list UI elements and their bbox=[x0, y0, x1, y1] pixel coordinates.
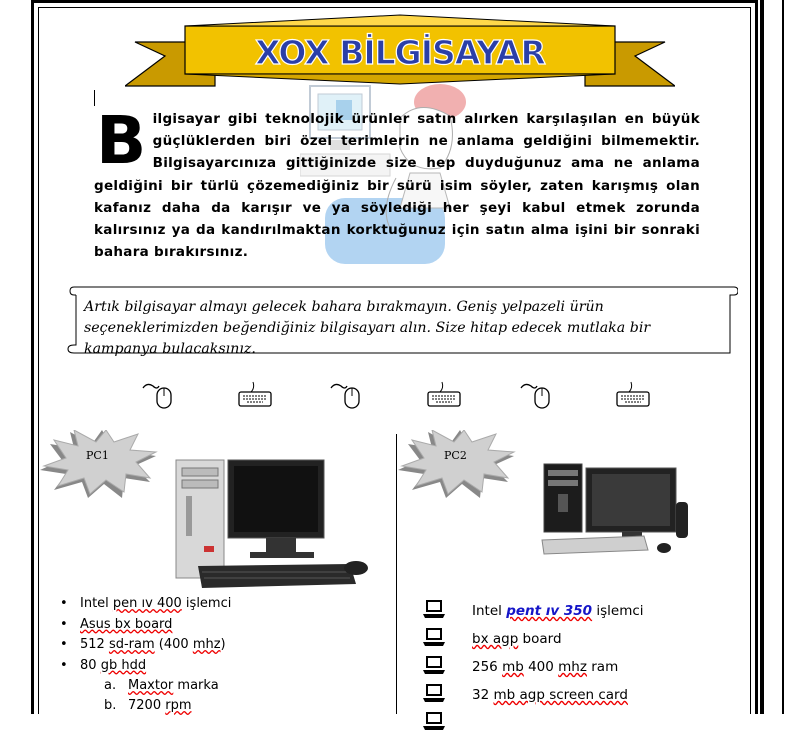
mouse-icon bbox=[329, 380, 363, 410]
pc2-label: PC2 bbox=[444, 449, 467, 462]
promo-text: Artık bilgisayar almayı gelecek bahara bırakmayın. Geniş yelpazeli ürün seçeneklerimizden beğendiğiniz bilgisayarı alın. Size hitap edecek mutlaka bir kampanya bulacaksınız. bbox=[84, 299, 651, 357]
pc2-starburst bbox=[398, 430, 516, 500]
pc2-spec-list bbox=[420, 597, 644, 737]
pc2-computer-image bbox=[538, 460, 698, 564]
laptop-icon bbox=[422, 711, 446, 741]
keyboard-icon bbox=[237, 380, 273, 410]
list-item bbox=[420, 709, 644, 737]
mouse-icon bbox=[141, 380, 175, 410]
sub-list-item: b. 7200 rpm bbox=[104, 698, 192, 713]
list-item: • 80 gb hdd bbox=[56, 656, 231, 677]
keyboard-icon bbox=[615, 380, 651, 410]
drop-cap: B bbox=[96, 102, 147, 179]
pc1-computer-image bbox=[172, 456, 374, 596]
list-item: 32 mb agp screen card bbox=[420, 681, 644, 709]
banner-title: XOX BİLGİSAYAR bbox=[255, 33, 545, 72]
list-item: 256 mb 400 mhz ram bbox=[420, 653, 644, 681]
sub-list-item: a. Maxtor marka bbox=[104, 678, 219, 693]
column-divider bbox=[396, 434, 397, 714]
pc1-spec-list bbox=[56, 594, 231, 716]
mouse-icon bbox=[519, 380, 553, 410]
list-item: • Asus bx board bbox=[56, 615, 231, 636]
keyboard-icon bbox=[426, 380, 462, 410]
text-cursor bbox=[94, 90, 95, 106]
page-shadow-line bbox=[782, 0, 784, 714]
list-item: • Intel pen ıv 400 işlemci bbox=[56, 594, 231, 615]
list-item: • 512 sd-ram (400 mhz) bbox=[56, 635, 231, 656]
list-item: Intel pent ıv 350 işlemci bbox=[420, 597, 644, 625]
pc1-starburst bbox=[40, 430, 158, 500]
pc1-label: PC1 bbox=[86, 449, 109, 462]
list-item: bx agp board bbox=[420, 625, 644, 653]
intro-paragraph bbox=[94, 102, 700, 263]
intro-text: ilgisayar gibi teknolojik ürünler satın alırken karşılaşılan en büyük güçlüklerden biri özel terimlerin ne anlama geldiğini bilmemektir. Bilgisayarcınıza gittiğinizde size hep duyduğunuz ama ne anlama geldiğini bir türlü çözemediğiniz bir sürü isim söyler, zaten karışmış olan kafanız daha da karışır ve ya söylediği her şeyi kabul etmek zorunda kalırsınız ya da kandırılmaktan korktuğunuz için satın alma işini bir sonraki bahara bırakırsınız. bbox=[94, 111, 700, 261]
page-shadow bbox=[760, 0, 764, 714]
